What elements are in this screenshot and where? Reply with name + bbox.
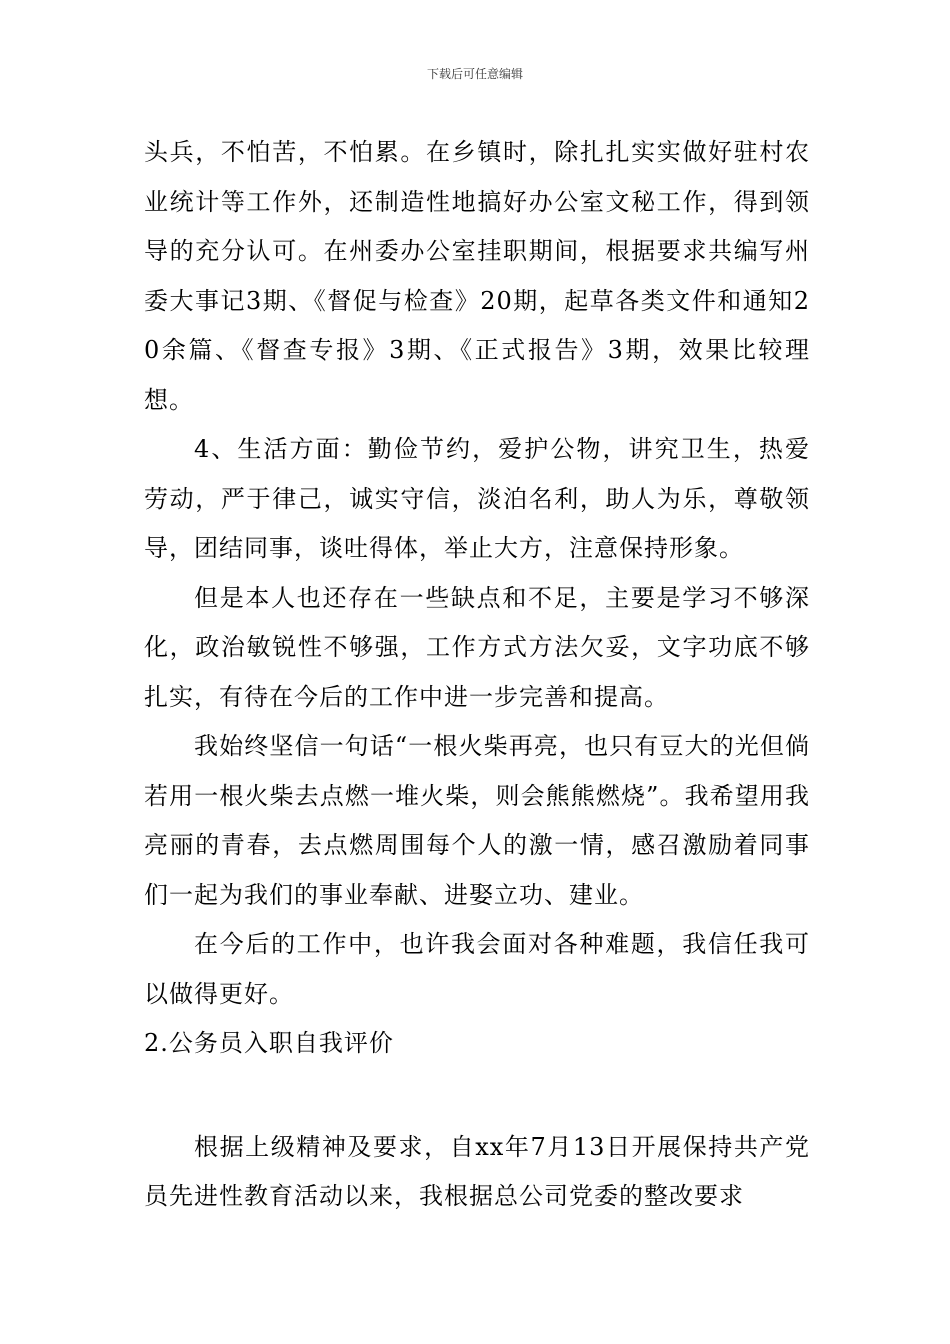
page-header-note: 下载后可任意编辑 — [426, 67, 523, 81]
blank-line — [144, 1069, 810, 1123]
paragraph-evaluation-intro: 根据上级精神及要求，自xx年7月13日开展保持共产党员先进性教育活动以来，我根据总公司党委的整改要求 — [144, 1132, 810, 1210]
paragraph-belief: 我始终坚信一句话“一根火柴再亮，也只有豆大的光但倘若用一根火柴去点燃一堆火柴，则会熊熊燃烧”。我希望用我亮丽的青春，去点燃周围每个人的激一情，感召激励着同事们一起为我们的事业奉献、进娶立功、建业。 — [144, 732, 810, 909]
section-heading: 2.公务员入职自我评价 — [144, 1029, 394, 1057]
paragraph-life-aspects: 4、生活方面：勤俭节约，爱护公物，讲究卫生，热爱劳动，严于律己，诚实守信，淡泊名利，助人为乐，尊敬领导，团结同事，谈吐得体，举止大方，注意保持形象。 — [144, 435, 810, 562]
document-body — [144, 128, 810, 1222]
paragraph-work-achievements: 头兵，不怕苦，不怕累。在乡镇时，除扎扎实实做好驻村农业统计等工作外，还制造性地搞好办公室文秘工作，得到领导的充分认可。在州委办公室挂职期间，根据要求共编写州委大事记3期、《督促与检查》20期，起草各类文件和通知20余篇、《督查专报》3期、《正式报告》3期，效果比较理想。 — [144, 138, 810, 414]
paragraph-future: 在今后的工作中，也许我会面对各种难题，我信任我可以做得更好。 — [144, 930, 810, 1008]
paragraph-shortcomings: 但是本人也还存在一些缺点和不足，主要是学习不够深化，政治敏锐性不够强，工作方式方法欠妥，文字功底不够扎实，有待在今后的工作中进一步完善和提高。 — [144, 583, 810, 711]
